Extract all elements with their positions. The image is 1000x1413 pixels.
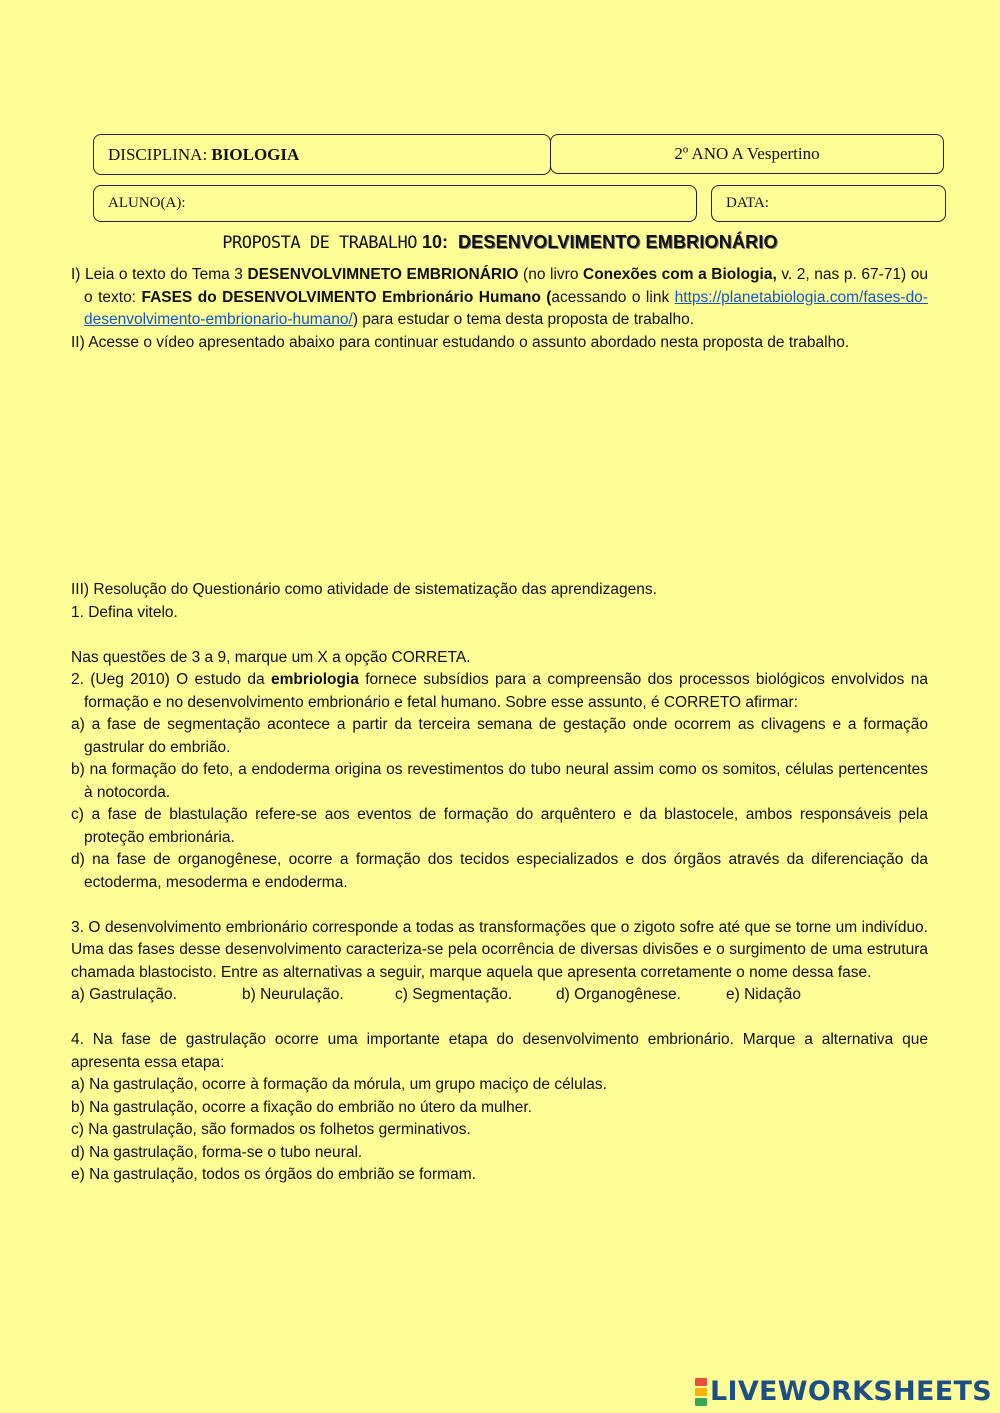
disciplina-value: BIOLOGIA: [211, 144, 300, 164]
student-name-label: ALUNO(A):: [108, 195, 186, 211]
instruction-ii: II) Acesse o vídeo apresentado abaixo para continuar estudando o assunto abordado nesta proposta de trabalho.: [71, 333, 850, 351]
question-2-option-d[interactable]: d) na fase de organogênese, ocorre a formação dos tecidos especializados e dos órgãos através da diferenciação da ectoderma, mesoderma e endoderma.: [71, 851, 928, 891]
instruction-i-text-4: acessando o link: [551, 288, 675, 306]
instruction-i-text-3: v. 2, nas p. 67-71) ou o texto:: [84, 266, 928, 306]
question-4-option-e[interactable]: e) Na gastrulação, todos os órgãos do embrião se formam.: [71, 1166, 476, 1183]
title-topic: DESENVOLVIMENTO EMBRIONÁRIO: [457, 232, 778, 252]
video-placeholder: [71, 354, 928, 579]
instruction-i-bold-2: Conexões com a Biologia,: [583, 266, 777, 283]
class-value: 2º ANO A Vespertino: [674, 144, 820, 163]
question-2-text-1: 2. (Ueg 2010) O estudo da: [71, 671, 272, 688]
question-3-option-c[interactable]: c) Segmentação.: [395, 986, 513, 1003]
question-2-text-2: fornece subsídios para a compreensão dos processos biológicos envolvidos na formação e no desenvolvimento embrionário e fetal humano. Sobre esse assunto, é CORRETO afirmar:: [84, 671, 928, 711]
question-4-option-c[interactable]: c) Na gastrulação, são formados os folhetos germinativos.: [71, 1121, 471, 1138]
liveworksheets-logo-icon: [695, 1377, 707, 1407]
planetabiologia-link[interactable]: https://planetabiologia.com/fases-do-desenvolvimento-embrionario-humano/: [84, 288, 928, 328]
title-prefix: PROPOSTA DE TRABALHO: [222, 233, 417, 253]
instruction-iii: III) Resolução do Questionário como atividade de sistematização das aprendizagens.: [71, 581, 657, 598]
question-3-option-d[interactable]: d) Organogênese.: [556, 986, 681, 1003]
instruction-i-bold-1: DESENVOLVIMNETO EMBRIONÁRIO: [247, 266, 519, 283]
liveworksheets-logo-text: LIVEWORKSHEETS: [709, 1376, 992, 1407]
question-2-option-c[interactable]: c) a fase de blastulação refere-se aos eventos de formação do arquêntero e da blastocele, ambos responsáveis pela proteção embrionária.: [71, 806, 928, 846]
disciplina-label: DISCIPLINA:: [108, 144, 208, 164]
question-3-options: [71, 984, 928, 1007]
question-2-bold: embriologia: [271, 671, 359, 688]
question-3-option-b[interactable]: b) Neurulação.: [242, 986, 344, 1003]
questions-instruction: Nas questões de 3 a 9, marque um X a opção CORRETA.: [71, 648, 471, 666]
question-1: 1. Defina vitelo.: [71, 603, 178, 621]
class-field: [550, 134, 944, 174]
question-4: 4. Na fase de gastrulação ocorre uma importante etapa do desenvolvimento embrionário. Marque a alternativa que apresenta essa etapa:: [71, 1031, 928, 1071]
student-name-field[interactable]: [93, 185, 697, 222]
instruction-i-bold-3: FASES do DESENVOLVIMENTO Embrionário Humano (: [141, 288, 552, 306]
question-3-option-a[interactable]: a) Gastrulação.: [71, 986, 177, 1003]
liveworksheets-logo: [695, 1376, 992, 1407]
title-number: 10:: [416, 232, 448, 252]
page-title: [0, 232, 1000, 253]
question-3-option-e[interactable]: e) Nidação: [726, 986, 801, 1003]
question-2: [71, 669, 928, 714]
instruction-i-text-1: I) Leia o texto do Tema 3: [71, 266, 248, 283]
question-4-option-b[interactable]: b) Na gastrulação, ocorre a fixação do embrião no útero da mulher.: [71, 1098, 532, 1116]
worksheet-body: [71, 264, 928, 1187]
question-4-option-d[interactable]: d) Na gastrulação, forma-se o tubo neural.: [71, 1143, 363, 1161]
question-2-option-a[interactable]: a) a fase de segmentação acontece a partir da terceira semana de gestação onde ocorrem as clivagens e a formação gastrular do embrião.: [71, 716, 928, 756]
disciplina-field: [93, 134, 551, 175]
question-4-option-a[interactable]: a) Na gastrulação, ocorre à formação da mórula, um grupo maciço de células.: [71, 1076, 607, 1093]
date-label: DATA:: [726, 195, 769, 211]
question-2-option-b[interactable]: b) na formação do feto, a endoderma origina os revestimentos do tubo neural assim como os somitos, células pertencentes à notocorda.: [71, 761, 928, 801]
instruction-i-text-2: (no livro: [518, 266, 584, 283]
question-3: 3. O desenvolvimento embrionário corresponde a todas as transformações que o zigoto sofre até que se torne um indivíduo. Uma das fases desse desenvolvimento caracteriza-se pela ocorrência de diversas divisões e o surgimento de uma estrutura chamada blastocisto. Entre as alternativas a seguir, marque aquela que apresenta corretamente o nome dessa fase.: [71, 918, 928, 981]
instruction-i: [71, 264, 928, 332]
date-field[interactable]: [711, 185, 946, 222]
instruction-i-text-5: ) para estudar o tema desta proposta de trabalho.: [352, 311, 695, 328]
